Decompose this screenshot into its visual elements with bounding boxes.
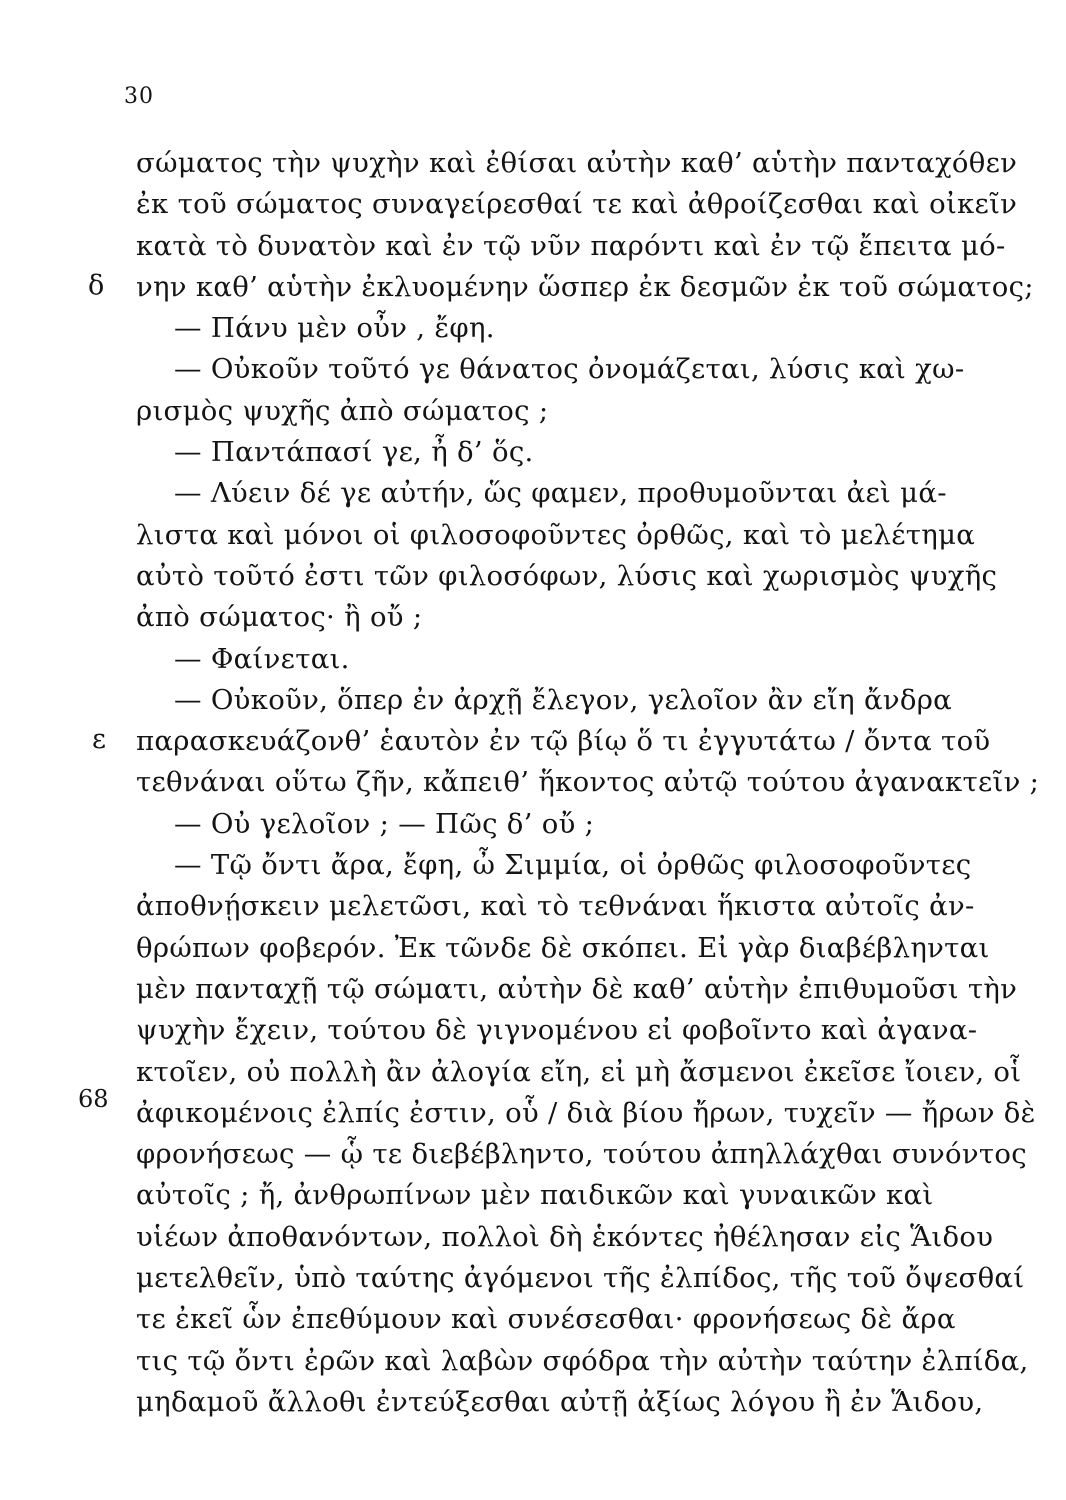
text-line: θρώπων φοβερόν. Ἐκ τῶνδε δὲ σκόπει. Εἰ γὰρ διαβέβληνται <box>136 931 990 964</box>
text-line: ἐκ τοῦ σώματος συναγείρεσθαί τε καὶ ἀθροίζεσθαι καὶ οἰκεῖν <box>136 188 1018 221</box>
dialogue-line: — Φαίνεται. <box>174 642 350 675</box>
text-line: υἱέων ἀποθανόντων, πολλοὶ δὴ ἑκόντες ἠθέλησαν εἰς Ἅιδου <box>136 1220 994 1253</box>
dialogue-line: — Τῷ ὄντι ἄρα, ἔφη, ὦ Σιμμία, οἱ ὀρθῶς φιλοσοφοῦντες <box>174 849 972 882</box>
text-line: παρασκευάζονθ’ ἑαυτὸν ἐν τῷ βίῳ ὅ τι ἐγγυτάτω / ὄντα τοῦ <box>136 725 991 758</box>
text-line: μηδαμοῦ ἄλλοθι ἐντεύξεσθαι αὐτῇ ἀξίως λόγου ἢ ἐν Ἅιδου, <box>136 1385 984 1418</box>
text-line: φρονήσεως — ᾧ τε διεβέβληντο, τούτου ἀπηλλάχθαι συνόντος <box>136 1138 1027 1171</box>
margin-marker-68: 68 <box>78 1085 109 1113</box>
dialogue-line: — Παντάπασί γε, ἦ δ’ ὅς. <box>174 436 534 469</box>
text-line: κτοῖεν, οὐ πολλὴ ἂν ἀλογία εἴη, εἰ μὴ ἄσμενοι ἐκεῖσε ἴοιεν, οἷ <box>136 1055 1022 1088</box>
text-line: ἀφικομένοις ἐλπίς ἐστιν, οὗ / διὰ βίου ἤρων, τυχεῖν — ἤρων δὲ <box>136 1096 1036 1129</box>
margin-marker-delta: δ <box>88 270 105 301</box>
text-line: λιστα καὶ μόνοι οἱ φιλοσοφοῦντες ὀρθῶς, καὶ τὸ μελέτημα <box>136 518 976 551</box>
text-line: μὲν πανταχῇ τῷ σώματι, αὐτὴν δὲ καθ’ αὑτὴν ἐπιθυμοῦσι τὴν <box>136 972 1018 1005</box>
text-line: τις τῷ ὄντι ἐρῶν καὶ λαβὼν σφόδρα τὴν αὐτὴν ταύτην ἐλπίδα, <box>136 1344 1029 1377</box>
text-line: αὐτοῖς ; ἤ, ἀνθρωπίνων μὲν παιδικῶν καὶ γυναικῶν καὶ <box>136 1179 934 1212</box>
margin-marker-epsilon: ε <box>92 724 106 755</box>
text-line: ρισμὸς ψυχῆς ἀπὸ σώματος ; <box>136 394 549 427</box>
dialogue-line: — Πάνυ μὲν οὖν , ἔφη. <box>174 312 495 345</box>
text-line: ἀπὸ σώματος· ἢ οὔ ; <box>136 601 423 634</box>
greek-text-body <box>136 143 1040 1423</box>
text-line: ψυχὴν ἔχειν, τούτου δὲ γιγνομένου εἰ φοβοῖντο καὶ ἀγανα- <box>136 1014 978 1047</box>
text-line: κατὰ τὸ δυνατὸν καὶ ἐν τῷ νῦν παρόντι καὶ ἐν τῷ ἔπειτα μό- <box>136 229 1006 262</box>
page-number: 30 <box>124 84 154 109</box>
text-line: τε ἐκεῖ ὧν ἐπεθύμουν καὶ συνέσεσθαι· φρονήσεως δὲ ἄρα <box>136 1303 956 1336</box>
dialogue-line: — Λύειν δέ γε αὐτήν, ὥς φαμεν, προθυμοῦνται ἀεὶ μά- <box>174 477 947 510</box>
text-line: νην καθ’ αὑτὴν ἐκλυομένην ὥσπερ ἐκ δεσμῶν ἐκ τοῦ σώματος; <box>136 270 1034 303</box>
text-line: αὐτὸ τοῦτό ἐστι τῶν φιλοσόφων, λύσις καὶ χωρισμὸς ψυχῆς <box>136 559 998 592</box>
text-line: μετελθεῖν, ὑπὸ ταύτης ἀγόμενοι τῆς ἐλπίδος, τῆς τοῦ ὄψεσθαί <box>136 1262 1025 1295</box>
dialogue-line: — Οὐκοῦν τοῦτό γε θάνατος ὀνομάζεται, λύσις καὶ χω- <box>174 353 965 386</box>
text-line: τεθνάναι οὕτω ζῆν, κἄπειθ’ ἥκοντος αὐτῷ τούτου ἀγανακτεῖν ; <box>136 766 1040 799</box>
dialogue-line: — Οὐκοῦν, ὅπερ ἐν ἀρχῇ ἔλεγον, γελοῖον ἂν εἴη ἄνδρα <box>174 683 953 716</box>
text-line: σώματος τὴν ψυχὴν καὶ ἐθίσαι αὐτὴν καθ’ αὑτὴν πανταχόθεν <box>136 147 1018 179</box>
dialogue-line: — Οὐ γελοῖον ; — Πῶς δ’ οὔ ; <box>174 807 595 840</box>
text-line: ἀποθνῄσκειν μελετῶσι, καὶ τὸ τεθνάναι ἥκιστα αὐτοῖς ἀν- <box>136 890 975 923</box>
